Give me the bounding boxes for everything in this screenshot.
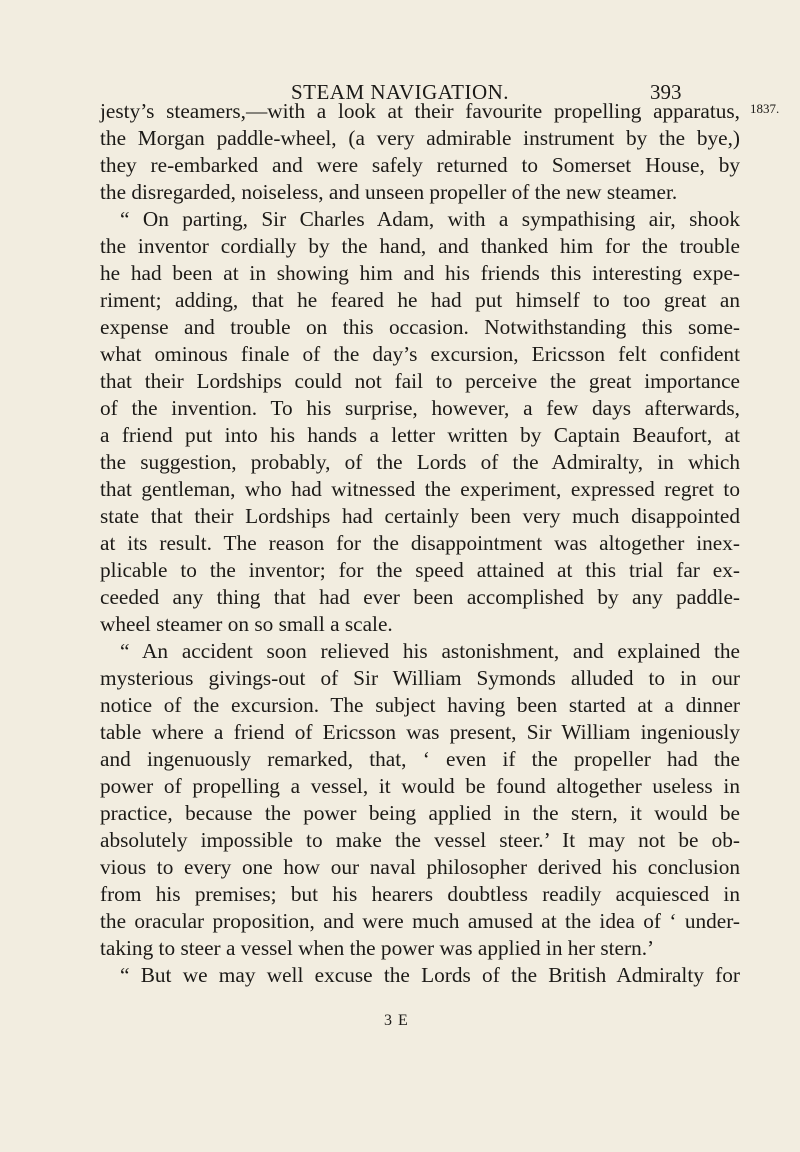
text-line: table where a friend of Ericsson was present, Sir William ingeniously (100, 720, 740, 744)
text-line: taking to steer a vessel when the power was applied in her stern.’ (100, 936, 655, 960)
text-line: “ But we may well excuse the Lords of the British Admiralty for (120, 963, 740, 987)
text-line: he had been at in showing him and his friends this interesting expe- (100, 261, 740, 285)
text-line: jesty’s steamers,—with a look at their favourite propelling apparatus, (100, 99, 740, 123)
text-line: plicable to the inventor; for the speed attained at this trial far ex- (100, 558, 740, 582)
text-line: the inventor cordially by the hand, and thanked him for the trouble (100, 234, 740, 258)
text-line: absolutely impossible to make the vessel steer.’ It may not be ob- (100, 828, 740, 852)
text-line: and ingenuously remarked, that, ‘ even if the propeller had the (100, 747, 740, 771)
text-line: a friend put into his hands a letter written by Captain Beaufort, at (100, 423, 740, 447)
text-line: the suggestion, probably, of the Lords of the Admiralty, in which (100, 450, 740, 474)
text-line: state that their Lordships had certainly been very much disappointed (100, 504, 740, 528)
running-title: STEAM NAVIGATION. (290, 80, 510, 104)
text-line: practice, because the power being applied in the stern, it would be (100, 801, 740, 825)
text-line: that gentleman, who had witnessed the experiment, expressed regret to (100, 477, 740, 501)
signature-mark: 3 E (384, 1012, 409, 1029)
text-line: the oracular proposition, and were much amused at the idea of ‘ under- (100, 909, 740, 933)
text-line: the disregarded, noiseless, and unseen propeller of the new steamer. (100, 180, 678, 204)
text-line: what ominous finale of the day’s excursion, Ericsson felt confident (100, 342, 740, 366)
text-line: “ On parting, Sir Charles Adam, with a sympathising air, shook (120, 207, 740, 231)
text-line: at its result. The reason for the disappointment was altogether inex- (100, 531, 740, 555)
text-line: “ An accident soon relieved his astonishment, and explained the (120, 639, 740, 663)
text-line: they re-embarked and were safely returned to Somerset House, by (100, 153, 740, 177)
text-line: power of propelling a vessel, it would be found altogether useless in (100, 774, 740, 798)
body-text (100, 98, 740, 989)
text-line: riment; adding, that he feared he had put himself to too great an (100, 288, 740, 312)
text-line: the Morgan paddle-wheel, (a very admirable instrument by the bye,) (100, 126, 740, 150)
text-line: ceeded any thing that had ever been accomplished by any paddle- (100, 585, 740, 609)
text-line: from his premises; but his hearers doubtless readily acquiesced in (100, 882, 740, 906)
text-line: expense and trouble on this occasion. Notwithstanding this some- (100, 315, 740, 339)
text-line: vious to every one how our naval philosopher derived his conclusion (100, 855, 740, 879)
margin-year-note: 1837. (750, 101, 780, 116)
text-line: wheel steamer on so small a scale. (100, 612, 393, 636)
text-line: mysterious givings-out of Sir William Symonds alluded to in our (100, 666, 740, 690)
text-line: of the invention. To his surprise, however, a few days afterwards, (100, 396, 740, 420)
text-line: notice of the excursion. The subject having been started at a dinner (100, 693, 740, 717)
page-number: 393 (650, 80, 682, 104)
text-line: that their Lordships could not fail to perceive the great importance (100, 369, 740, 393)
